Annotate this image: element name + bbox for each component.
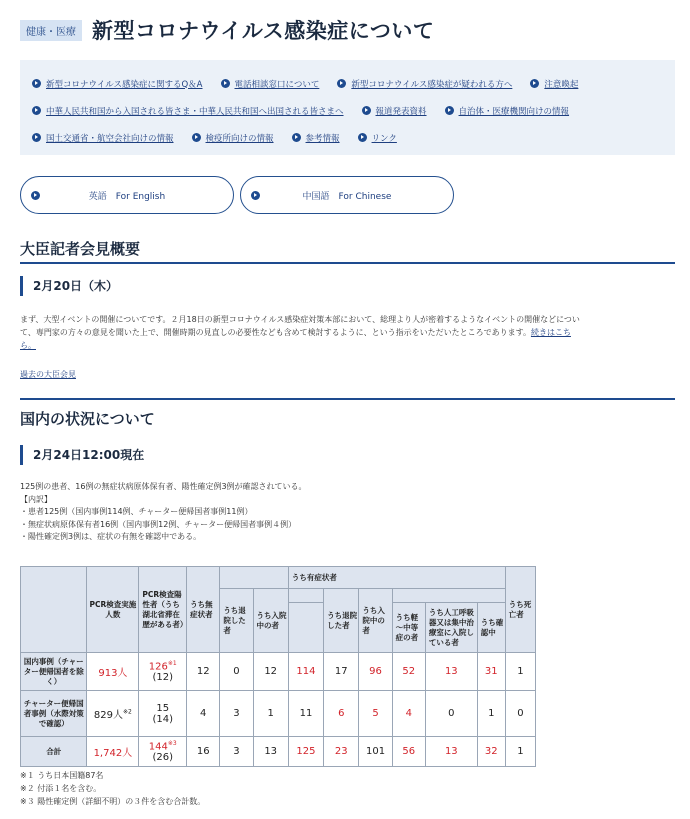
arrow-circle-icon (32, 79, 41, 88)
arrow-circle-icon (362, 106, 371, 115)
link-china-travelers[interactable]: 中華人民共和国から入国される皆さま・中華人民共和国へ出国される皆さまへ (32, 105, 344, 117)
table-footnotes (20, 769, 205, 808)
arrow-circle-icon (530, 79, 539, 88)
header-symptomatic: うち有症状者 (288, 567, 505, 589)
arrow-circle-icon (221, 79, 230, 88)
link-links[interactable]: リンク (358, 132, 397, 144)
links-row (32, 97, 663, 124)
links-row (32, 70, 663, 97)
arrow-circle-icon (32, 133, 41, 142)
header-discharged-asym: うち退院した者 (220, 589, 253, 653)
minister-section-title: 大臣記者会見概要 (20, 240, 141, 258)
read-more-link-cont[interactable]: ら。 (20, 341, 36, 350)
header-asymptomatic: うち無症状者 (187, 567, 220, 653)
header-empty (220, 567, 289, 589)
domestic-section-title: 国内の状況について (20, 410, 155, 428)
read-more-link[interactable]: 続きはこち (530, 328, 571, 337)
link-quarantine[interactable]: 検疫所向けの情報 (192, 132, 274, 144)
table-row: チャーター便帰国者事例（水際対策で確認） 829人$^{※2}$ 15 (14) 4 3 1 11 6 5 4 0 1 0 (21, 691, 536, 737)
header-deaths: うち死亡者 (505, 567, 535, 653)
footnote: ※３ 陽性確定例（詳細不明）の３件を含む合計数。 (20, 797, 206, 806)
link-suspected-cases[interactable]: 新型コロナウイルス感染症が疑われる方へ (337, 78, 512, 90)
section-divider (20, 262, 675, 264)
table-row: 合計 1,742人 144$^{※3}$ (26) 16 3 13 125 23 101 56 13 32 1 (21, 737, 536, 767)
header-pcr-total: PCR検査実施人数 (87, 567, 139, 653)
table-corner (21, 567, 87, 653)
arrow-circle-icon (358, 133, 367, 142)
minister-date-heading: 2月20日（木） (20, 276, 118, 296)
arrow-circle-icon (31, 191, 40, 200)
section-divider (20, 398, 675, 400)
header-pcr-positive: PCR検査陽性者（うち湖北省滞在歴がある者） (139, 567, 187, 653)
header-empty (288, 589, 323, 603)
arrow-circle-icon (292, 133, 301, 142)
arrow-circle-icon (445, 106, 454, 115)
footnote: ※２ 付添１名を含む。 (20, 784, 102, 793)
past-conferences-link[interactable]: 過去の大臣会見 (20, 370, 76, 379)
header-hospitalized-asym: うち入院中の者 (253, 589, 288, 653)
arrow-circle-icon (251, 191, 260, 200)
header-severe: うち人工呼吸器又は集中治療室に入院している者 (425, 603, 477, 653)
domestic-summary: 125例の患者、16例の無症状病原体保有者、陽性確定例3例が確認されている。 【内訳】 ・患者125例（国内事例114例、チャーター便帰国者事例11例） ・無症状病原体保有者16例（国内事例12例、チャーター便帰国者事例４例） ・陽性確定例3例は、症状の有無を確認中である。 (20, 482, 307, 541)
arrow-circle-icon (337, 79, 346, 88)
page-header (20, 12, 676, 48)
header-confirming: うち確認中 (477, 603, 505, 653)
case-statistics-table (20, 566, 536, 767)
english-button[interactable]: 英語 For English (20, 176, 234, 214)
topic-links-panel (20, 60, 675, 155)
link-warnings[interactable]: 注意喚起 (530, 78, 578, 90)
past-conferences-wrap (20, 368, 675, 381)
header-mild: うち軽～中等症の者 (392, 603, 425, 653)
footnote: ※１ うち日本国籍87名 (20, 771, 104, 780)
header-hospitalized-sym: うち入院中の者 (359, 589, 392, 653)
header-empty (288, 603, 323, 653)
minister-summary: まず、大型イベントの開催についてです。２月18日の新型コロナウイルス感染症対策本部において、総理より人が密着するようなイベントの開催などについ て、専門家の方々の意見を聞いた上で、開催時期の見直しの必要性なども含めて検討するように、という指示をいただいたところであります。続きはこち ら。 (20, 315, 580, 350)
link-phone-consultation[interactable]: 電話相談窓口について (221, 78, 320, 90)
category-badge[interactable]: 健康・医療 (20, 20, 82, 41)
page-title: 新型コロナウイルス感染症について (92, 19, 435, 43)
arrow-circle-icon (32, 106, 41, 115)
link-municipalities-medical[interactable]: 自治体・医療機関向けの情報 (445, 105, 570, 117)
domestic-date-heading: 2月24日12:00現在 (20, 445, 144, 465)
chinese-button[interactable]: 中国語 For Chinese (240, 176, 454, 214)
link-press-releases[interactable]: 報道発表資料 (362, 105, 427, 117)
table-row: 国内事例（チャーター便帰国者を除く） 913人 126$^{※1}$ (12) 12 0 12 114 17 96 52 13 31 1 (21, 653, 536, 691)
links-row (32, 124, 663, 151)
link-qa[interactable]: 新型コロナウイルス感染症に関するQ＆A (32, 78, 203, 90)
header-discharged-sym: うち退院した者 (324, 589, 359, 653)
link-mlit-airlines[interactable]: 国土交通省・航空会社向けの情報 (32, 132, 174, 144)
arrow-circle-icon (192, 133, 201, 142)
header-empty (392, 589, 505, 603)
link-reference[interactable]: 参考情報 (292, 132, 340, 144)
